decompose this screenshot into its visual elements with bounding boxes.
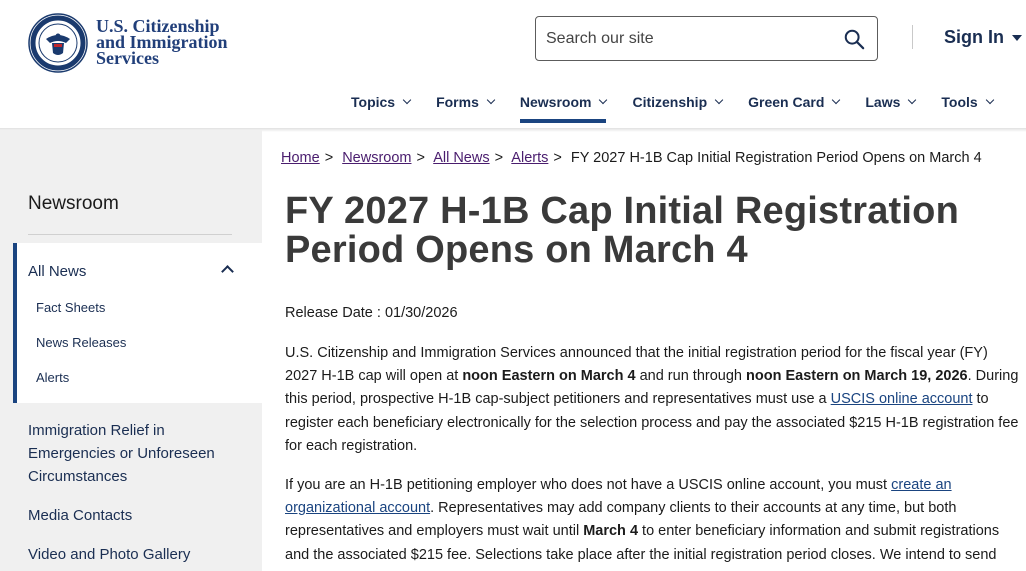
search-box (535, 16, 878, 61)
sidebar-item-fact-sheets[interactable]: Fact Sheets (36, 300, 106, 315)
nav-label: Green Card (748, 94, 825, 110)
paragraph-text: to enter beneficiary information and submit registrations and the associated $215 fee. Selections take place after the initial registration period closes. We intend to send (285, 523, 1000, 563)
agency-name-line: and Immigration (96, 32, 228, 52)
nav-forms[interactable] (436, 94, 494, 110)
main-nav (351, 94, 1019, 110)
header-divider (912, 25, 913, 49)
breadcrumb-separator: > (416, 150, 425, 166)
sign-in-label: Sign In (944, 27, 1004, 47)
uscis-online-account-link[interactable]: USCIS online account (830, 391, 973, 408)
create-organizational-account-link[interactable]: create an organizational account (285, 477, 952, 517)
search-icon[interactable] (843, 28, 865, 50)
agency-name-line: U.S. Citizenship (96, 16, 220, 36)
paragraph-text: If you are an H-1B petitioning employer who does not have a USCIS online account, you must (285, 477, 892, 493)
article-paragraph (285, 342, 1020, 458)
paragraph-text: to register each beneficiary electronically for the selection process and pay the associated $215 H-1B registration fee for each registration. (285, 391, 1019, 454)
chevron-down-icon (487, 96, 495, 104)
page-title: FY 2027 H-1B Cap Initial Registration Period Opens on March 4 (285, 190, 959, 271)
nav-topics[interactable] (351, 94, 410, 110)
paragraph-text: . During this period, prospective H-1B cap-subject petitioners and representatives must use a (285, 368, 1019, 408)
sidebar-item-all-news[interactable]: All News (28, 263, 87, 280)
nav-label: Forms (436, 94, 479, 110)
sidebar-item-alerts[interactable]: Alerts (36, 370, 70, 385)
breadcrumb-all-news[interactable]: All News (433, 150, 490, 166)
paragraph-text: U.S. Citizenship and Immigration Services announced that the initial registration period for the fiscal year (FY) 2027 H-1B cap will open at (285, 345, 988, 385)
sidebar-item-immigration-relief[interactable]: Immigration Relief in Emergencies or Unforeseen Circumstances (28, 422, 215, 485)
nav-label: Citizenship (632, 94, 708, 110)
chevron-down-icon (403, 96, 411, 104)
release-date-value: 01/30/2026 (384, 305, 458, 321)
sidebar-item-media-contacts[interactable]: Media Contacts (28, 507, 133, 524)
release-date (285, 305, 458, 321)
breadcrumb-separator: > (494, 150, 504, 166)
breadcrumb-alerts[interactable]: Alerts (511, 150, 549, 166)
breadcrumb-home[interactable]: Home (281, 150, 320, 166)
breadcrumb-separator: > (324, 150, 334, 166)
sidebar-title: Newsroom (28, 193, 119, 214)
chevron-down-icon (715, 96, 723, 104)
search-input[interactable] (536, 30, 826, 48)
article-paragraph (285, 474, 1020, 567)
caret-down-icon (1012, 35, 1022, 41)
sign-in-button[interactable] (944, 27, 1022, 48)
paragraph-bold-text: noon Eastern on March 4 (462, 368, 636, 385)
sidebar-group-all-news (13, 243, 262, 403)
nav-newsroom[interactable] (520, 94, 607, 110)
breadcrumb-newsroom[interactable]: Newsroom (342, 150, 412, 166)
breadcrumb-separator: > (553, 150, 562, 166)
breadcrumb (281, 150, 982, 166)
agency-name[interactable] (96, 18, 228, 66)
nav-label: Tools (941, 94, 978, 110)
chevron-down-icon (908, 96, 916, 104)
sidebar-divider (28, 234, 232, 235)
nav-label: Topics (351, 94, 396, 110)
site-header (0, 0, 1026, 128)
nav-green-card[interactable] (748, 94, 839, 110)
release-date-label: Release Date : (285, 305, 381, 321)
chevron-down-icon (985, 96, 993, 104)
paragraph-text: and run through (635, 368, 747, 385)
nav-tools[interactable] (941, 94, 992, 110)
chevron-down-icon (832, 96, 840, 104)
chevron-down-icon (599, 96, 607, 104)
sidebar-nav (0, 130, 262, 571)
breadcrumb-current: FY 2027 H-1B Cap Initial Registration Period Opens on March 4 (570, 150, 982, 166)
sidebar-item-video-photo-gallery[interactable]: Video and Photo Gallery (28, 546, 191, 563)
paragraph-text: . Representatives may add company clients to their accounts at any time, but both representatives and employers must wait until (285, 500, 957, 540)
agency-name-line: Services (96, 48, 159, 68)
sidebar-item-news-releases[interactable]: News Releases (36, 335, 127, 350)
chevron-up-icon[interactable] (221, 265, 234, 278)
paragraph-bold-text: March 4 (583, 523, 639, 540)
nav-label: Laws (865, 94, 901, 110)
dhs-seal-logo[interactable] (28, 13, 88, 73)
paragraph-bold-text: noon Eastern on March 19, 2026 (746, 368, 968, 385)
nav-label: Newsroom (519, 94, 592, 110)
nav-citizenship[interactable] (632, 94, 722, 110)
nav-laws[interactable] (865, 94, 915, 110)
